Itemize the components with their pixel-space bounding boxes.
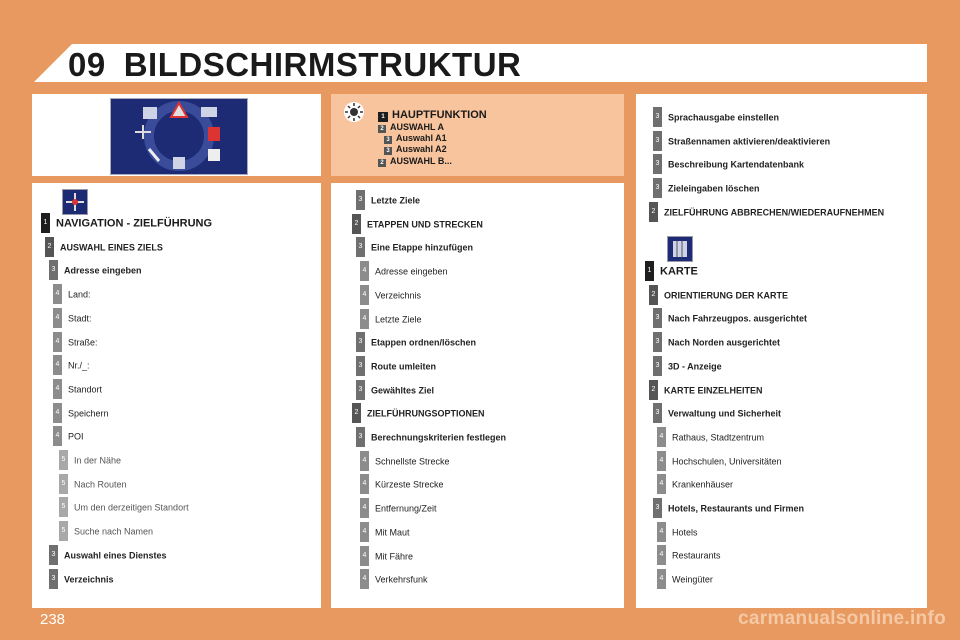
- map-icon: [667, 236, 693, 262]
- item-label: Hotels: [672, 527, 698, 538]
- col3_top-item-2: [653, 155, 804, 171]
- col3-item-8: [657, 452, 782, 468]
- item-label: 3D - Anzeige: [668, 361, 722, 372]
- item-label: Rathaus, Stadtzentrum: [672, 432, 765, 443]
- col2-item-4: [360, 286, 421, 302]
- col3_top-item-0: [653, 108, 779, 124]
- level-badge: 3: [49, 569, 58, 589]
- legend-label: Auswahl A1: [396, 133, 447, 143]
- level-badge: 2: [352, 403, 361, 423]
- col3-item-12: [657, 546, 721, 562]
- level-badge: 3: [356, 190, 365, 210]
- level-badge: 5: [59, 521, 68, 541]
- col1-item-6: [53, 356, 90, 372]
- legend-label: Auswahl A2: [396, 144, 447, 154]
- level-badge: 3: [653, 308, 662, 328]
- item-label: In der Nähe: [74, 455, 122, 466]
- col1-item-13: [59, 522, 153, 538]
- level-badge: 3: [356, 427, 365, 447]
- item-label: Krankenhäuser: [672, 479, 734, 490]
- col3-item-10: [653, 499, 804, 515]
- col2-item-2: [356, 238, 473, 254]
- item-label: Verzeichnis: [375, 290, 422, 301]
- item-label: Auswahl eines Dienstes: [64, 550, 167, 561]
- col1-item-10: [59, 451, 121, 467]
- item-label: Eine Etappe hinzufügen: [371, 242, 474, 253]
- legend-item-4: [378, 155, 452, 167]
- item-label: Standort: [68, 384, 103, 395]
- legend-label: AUSWAHL A: [390, 122, 444, 132]
- col3-item-11: [657, 523, 698, 539]
- col2-item-11: [360, 452, 450, 468]
- level-badge: 4: [657, 427, 666, 447]
- col1-item-5: [53, 333, 98, 349]
- col1-item-14: [49, 546, 167, 562]
- level-badge: 3: [356, 380, 365, 400]
- item-label: Berechnungskriterien festlegen: [371, 432, 507, 443]
- item-label: Beschreibung Kartendatenbank: [668, 159, 805, 170]
- level-badge: 3: [49, 545, 58, 565]
- level-badge: 4: [360, 309, 369, 329]
- level-badge: 4: [657, 451, 666, 471]
- item-label: Speichern: [68, 407, 109, 418]
- menu-wheel-icon: [111, 99, 247, 174]
- item-label: Schnellste Strecke: [375, 456, 450, 467]
- level-badge: 4: [360, 451, 369, 471]
- level-badge: 2: [649, 285, 658, 305]
- col3_top-item-3: [653, 179, 760, 195]
- header-corner: [34, 44, 72, 82]
- item-label: Um den derzeitigen Standort: [74, 502, 189, 513]
- level-badge: 4: [360, 261, 369, 281]
- item-label: POI: [68, 431, 84, 442]
- level-badge: 3: [653, 356, 662, 376]
- level-badge: 3: [384, 136, 392, 144]
- level-badge: 4: [360, 522, 369, 542]
- page-title: [68, 46, 521, 84]
- item-label: ZIELFÜHRUNG ABBRECHEN/WIEDERAUFNEHMEN: [664, 207, 885, 218]
- col2-item-5: [360, 310, 422, 326]
- col1-item-9: [53, 427, 84, 443]
- menu-screen-image: [110, 98, 248, 175]
- col1-item-3: [53, 285, 91, 301]
- item-label: KARTE EINZELHEITEN: [664, 384, 763, 395]
- col3-item-13: [657, 570, 713, 586]
- item-label: Sprachausgabe einstellen: [668, 112, 780, 123]
- col3-item-9: [657, 475, 733, 491]
- col3-item-3: [653, 333, 780, 349]
- chapter-number: 09: [68, 46, 106, 83]
- item-label: Gewähltes Ziel: [371, 384, 435, 395]
- col2-item-9: [352, 404, 485, 420]
- level-badge: 4: [657, 569, 666, 589]
- level-badge: 4: [657, 474, 666, 494]
- item-label: Hochschulen, Universitäten: [672, 455, 782, 466]
- item-label: Adresse eingeben: [375, 266, 448, 277]
- level-badge: 3: [653, 107, 662, 127]
- level-badge: 3: [653, 403, 662, 423]
- item-label: Straße:: [68, 336, 98, 347]
- item-label: Mit Maut: [375, 527, 410, 538]
- level-badge: 5: [59, 474, 68, 494]
- level-badge: 4: [360, 569, 369, 589]
- item-label: Nach Routen: [74, 479, 127, 490]
- col3-item-7: [657, 428, 764, 444]
- item-label: Verkehrsfunk: [375, 574, 428, 585]
- level-badge: 4: [360, 285, 369, 305]
- item-label: Suche nach Namen: [74, 526, 154, 537]
- item-label: Zieleingaben löschen: [668, 183, 760, 194]
- legend-label: HAUPTFUNKTION: [392, 109, 487, 121]
- navigation-icon: [62, 189, 88, 215]
- item-label: Nr./_:: [68, 360, 90, 371]
- col2-item-6: [356, 333, 476, 349]
- col2-item-15: [360, 547, 413, 563]
- legend-item-3: [384, 143, 447, 155]
- col2-item-1: [352, 215, 483, 231]
- level-badge: 4: [360, 498, 369, 518]
- item-label: Restaurants: [672, 550, 721, 561]
- level-badge: 4: [657, 545, 666, 565]
- level-badge: 5: [59, 450, 68, 470]
- level-badge: 4: [53, 379, 62, 399]
- col3-item-6: [653, 404, 781, 420]
- col1-item-1: [45, 238, 163, 254]
- col2-item-8: [356, 381, 434, 397]
- level-badge: 3: [653, 154, 662, 174]
- col3-item-5: [649, 381, 763, 397]
- item-label: Nach Norden ausgerichtet: [668, 337, 781, 348]
- item-label: Verwaltung und Sicherheit: [668, 408, 782, 419]
- level-badge: 3: [653, 332, 662, 352]
- col2-item-16: [360, 570, 428, 586]
- level-badge: 2: [649, 202, 658, 222]
- col3-item-0: [645, 262, 698, 278]
- chapter-title: BILDSCHIRMSTRUKTUR: [123, 46, 522, 83]
- col2-item-0: [356, 191, 420, 207]
- level-badge: 3: [356, 237, 365, 257]
- item-label: Adresse eingeben: [64, 265, 142, 276]
- page-number: 238: [40, 611, 66, 628]
- col3-item-1: [649, 286, 788, 302]
- level-badge: 3: [653, 498, 662, 518]
- level-badge: 4: [53, 332, 62, 352]
- col2-item-12: [360, 475, 444, 491]
- item-label: Straßennamen aktivieren/deaktivieren: [668, 136, 831, 147]
- item-label: Weingüter: [672, 574, 713, 585]
- level-badge: 2: [352, 214, 361, 234]
- item-label: Verzeichnis: [64, 573, 114, 584]
- col2-item-3: [360, 262, 448, 278]
- level-badge: 4: [657, 522, 666, 542]
- col1-item-11: [59, 475, 127, 491]
- col3-item-4: [653, 357, 722, 373]
- col3_top-item-1: [653, 132, 830, 148]
- level-badge: 3: [49, 260, 58, 280]
- col1-item-8: [53, 404, 109, 420]
- item-label: KARTE: [660, 265, 698, 278]
- level-badge: 1: [378, 112, 388, 122]
- item-label: ZIELFÜHRUNGSOPTIONEN: [367, 408, 485, 419]
- level-badge: 2: [45, 237, 54, 257]
- legend-label: AUSWAHL B...: [390, 156, 452, 166]
- item-label: Etappen ordnen/löschen: [371, 337, 477, 348]
- level-badge: 4: [360, 546, 369, 566]
- item-label: Mit Fähre: [375, 550, 414, 561]
- item-label: ETAPPEN UND STRECKEN: [367, 219, 483, 230]
- level-badge: 4: [53, 403, 62, 423]
- col3_top-item-4: [649, 203, 884, 219]
- col2-item-13: [360, 499, 437, 515]
- level-badge: 4: [53, 426, 62, 446]
- col1-item-12: [59, 498, 189, 514]
- level-badge: 3: [653, 131, 662, 151]
- item-label: Nach Fahrzeugpos. ausgerichtet: [668, 313, 808, 324]
- level-badge: 1: [645, 261, 654, 281]
- level-badge: 4: [53, 284, 62, 304]
- col2-item-14: [360, 523, 410, 539]
- sun-settings-icon: [343, 101, 365, 123]
- col3-item-2: [653, 309, 807, 325]
- level-badge: 4: [53, 308, 62, 328]
- item-label: Entfernung/Zeit: [375, 503, 437, 514]
- item-label: Route umleiten: [371, 361, 437, 372]
- item-label: Hotels, Restaurants und Firmen: [668, 503, 805, 514]
- level-badge: 3: [653, 178, 662, 198]
- level-badge: 2: [378, 125, 386, 133]
- level-badge: 4: [53, 355, 62, 375]
- item-label: Letzte Ziele: [375, 313, 422, 324]
- item-label: ORIENTIERUNG DER KARTE: [664, 290, 789, 301]
- item-label: Land:: [68, 289, 91, 300]
- col1-item-4: [53, 309, 92, 325]
- item-label: NAVIGATION - ZIELFÜHRUNG: [56, 217, 213, 230]
- legend-box: [331, 94, 624, 176]
- item-label: Stadt:: [68, 313, 92, 324]
- watermark: carmanualsonline.info: [738, 608, 946, 629]
- level-badge: 3: [356, 356, 365, 376]
- col1-item-15: [49, 570, 114, 586]
- col1-item-2: [49, 261, 142, 277]
- level-badge: 4: [360, 474, 369, 494]
- item-label: Kürzeste Strecke: [375, 479, 444, 490]
- level-badge: 3: [356, 332, 365, 352]
- level-badge: 3: [384, 147, 392, 155]
- level-badge: 2: [378, 159, 386, 167]
- item-label: Letzte Ziele: [371, 195, 421, 206]
- col2-item-10: [356, 428, 506, 444]
- item-label: AUSWAHL EINES ZIELS: [60, 242, 163, 253]
- level-badge: 5: [59, 497, 68, 517]
- level-badge: 1: [41, 213, 50, 233]
- col1-item-0: [41, 214, 212, 230]
- col1-item-7: [53, 380, 102, 396]
- col2-item-7: [356, 357, 436, 373]
- level-badge: 2: [649, 380, 658, 400]
